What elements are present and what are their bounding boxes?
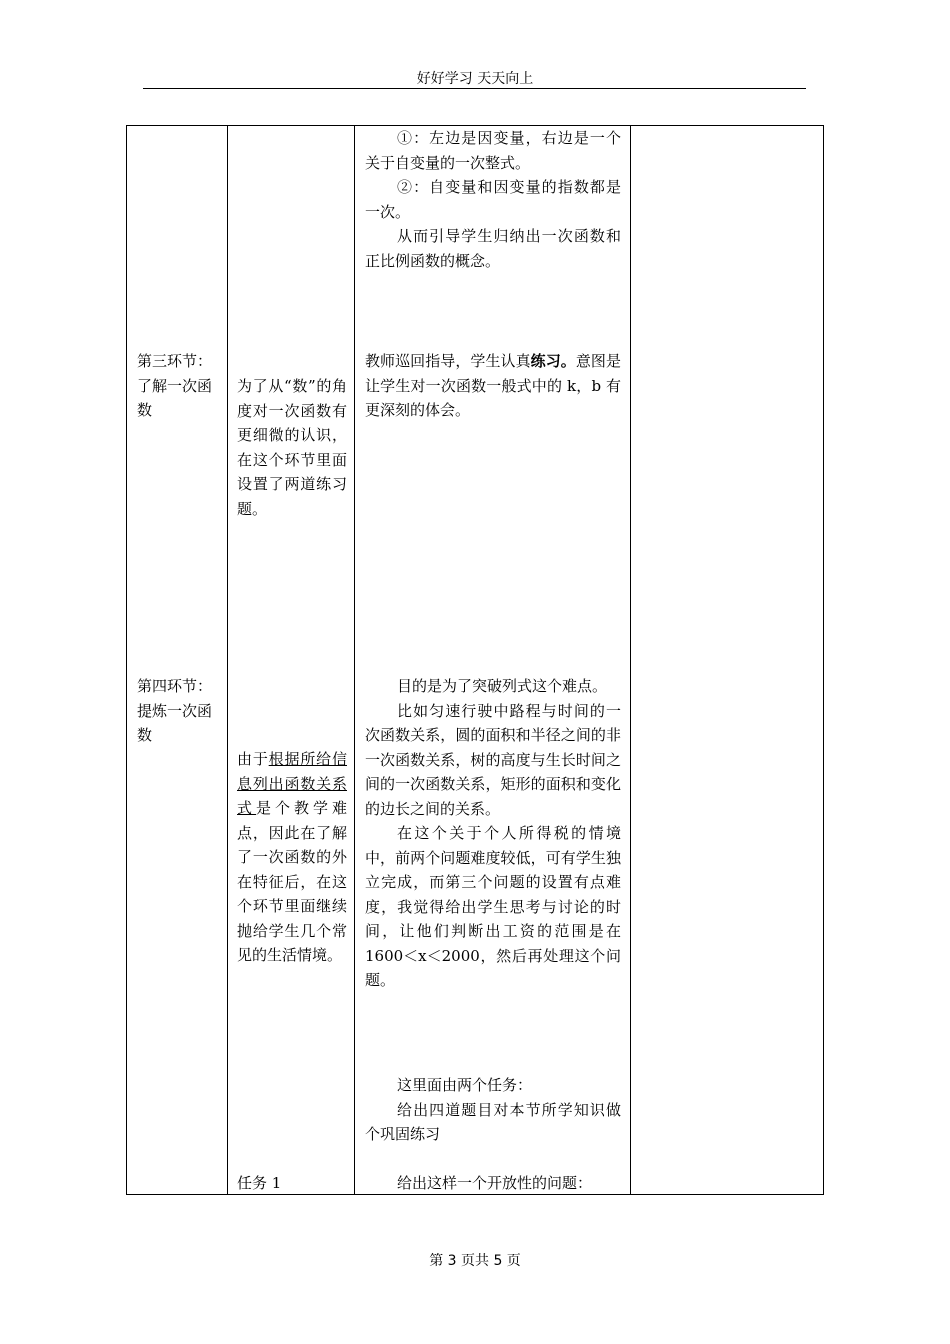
page-header: 好好学习 天天向上	[416, 71, 534, 87]
section3-activity	[365, 349, 621, 423]
column-divider	[630, 125, 631, 1195]
tasks-block	[365, 1073, 621, 1147]
design-text: 是个教学难点，因此在了解了一次函数的外在特征后，在这个环节里面继续抛给学生几个常见的生活情境。	[237, 799, 347, 964]
design-underlined-text: 根据所给信息列出函数关系式	[237, 750, 347, 817]
concept-notes	[365, 126, 621, 273]
section4-title: 第四环节：提炼一次函数	[137, 677, 213, 744]
activity-text: 教师巡回指导，学生认真	[365, 352, 531, 370]
column-divider	[354, 125, 355, 1195]
tasks-intro: 这里面由两个任务：	[397, 1076, 533, 1094]
section3-design: 为了从“数”的角度对一次函数有更细微的认识，在这个环节里面设置了两道练习题。	[237, 377, 347, 518]
open-question-text: 给出这样一个开放性的问题：	[397, 1174, 593, 1192]
note-paragraph: 从而引导学生归纳出一次函数和正比例函数的概念。	[365, 227, 621, 270]
column-divider	[227, 125, 228, 1195]
activity-text: 意图是让学生对一次函数一般式中的 k，b 有更深刻的体会。	[365, 352, 621, 419]
task1-description: 给出四道题目对本节所学知识做个巩固练习	[365, 1100, 621, 1143]
purpose-paragraph: 目的是为了突破列式这个难点。	[397, 677, 608, 695]
task-label: 任务 1	[237, 1174, 282, 1192]
note-paragraph: ②：自变量和因变量的指数都是一次。	[365, 178, 621, 221]
note-paragraph: ①：左边是因变量，右边是一个关于自变量的一次整式。	[365, 129, 621, 172]
section4-purpose	[365, 674, 621, 993]
open-question	[365, 1171, 621, 1196]
purpose-paragraph: 在这个关于个人所得税的情境中，前两个问题难度较低，可有学生独立完成，而第三个问题的设置有点难度，我觉得给出学生思考与讨论的时间，让他们判断出工资的范围是在 1600＜x＜2000，然后再处理这个问题。	[365, 824, 621, 989]
design-text: 由于	[237, 750, 269, 768]
page-number: 第 3 页共 5 页	[429, 1253, 521, 1269]
section4-design	[237, 747, 347, 968]
activity-bold-text: 练习。	[530, 352, 576, 370]
lesson-table	[126, 125, 824, 1195]
header-rule	[143, 88, 806, 89]
purpose-paragraph: 比如匀速行驶中路程与时间的一次函数关系，圆的面积和半径之间的非一次函数关系，树的高度与生长时间之间的一次函数关系，矩形的面积和变化的边长之间的关系。	[365, 701, 621, 818]
section3-title: 第三环节：了解一次函数	[137, 352, 213, 419]
